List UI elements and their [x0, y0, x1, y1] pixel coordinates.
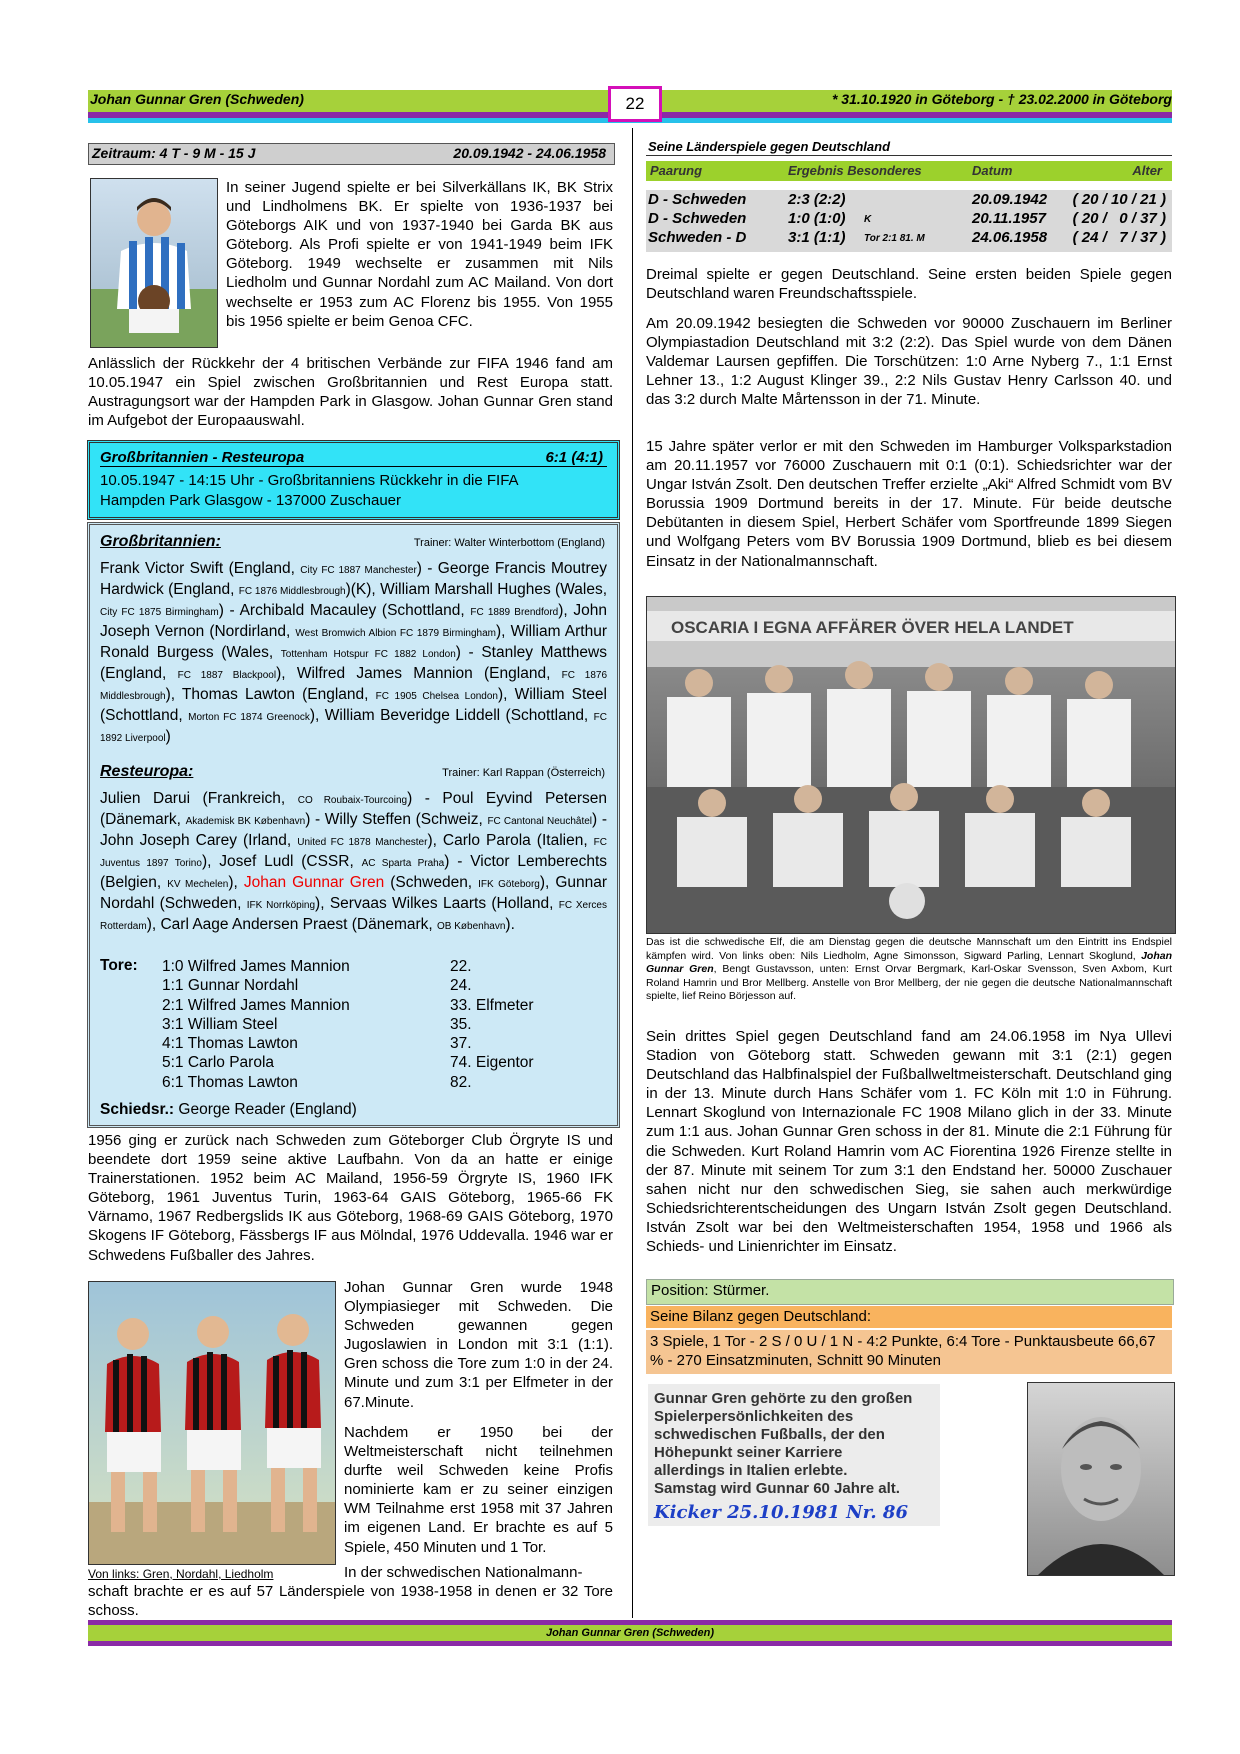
balance-box	[646, 1330, 1172, 1374]
three-players-photo	[88, 1281, 336, 1565]
period-bar	[88, 143, 615, 165]
page-number: 22	[608, 86, 662, 122]
team-photo-image	[647, 597, 1175, 933]
intro-paragraph: In seiner Jugend spielte er bei Silverkällans IK, BK Strix und Lindholmens BK. Er spielte von 1936-1937 bei Göteborgs AIK und von 1937-1940 bei Garda BK aus Göteborg. Als Profi spielte er von 1941-1949 beim IFK Göteborg. 1949 wechselte er zusammen mit Nils Liedholm und Gunnar Nordahl zum AC Mailand. Von dort wechselte er 1953 zum AC Florenz bis 1955. Von 1955 bis 1956 spielte er beim Genoa CFC.	[226, 179, 613, 330]
kicker-clipping	[648, 1384, 940, 1526]
semifinal-paragraph: Sein drittes Spiel gegen Deutschland fand am 24.06.1958 im Nya Ullevi Stadion von Göteborg statt. Schweden gewann mit 3:1 (2:1) gegen Deutschland das Halbfinalspiel der Fußballweltmeisterschaft. Deutschland ging in der 13. Minute durch Hans Schäfer vom 1. FC Köln mit 1:0 in Führung. Lennart Skoglund von Internazionale FC 1908 Milano glich in der 33. Minute zum 1:1 aus. Johan Gunnar Gren schoss in der 81. Minute die 2:1 Führung für die Schweden. Kurt Roland Hamrin vom AC Fiorentina 1926 Firenze stellte in der 87. Minute mit seinem Tor zum 3:1 den Endstand her. 50000 Zuschauer sahen nicht nur den schwedischen Sieg, sie sahen auch merkwürdige Schiedsrichterentscheidungen des Ungarn István Zsolt gegen Deutschland. István Zsolt war bei den Weltmeisterschaften 1954, 1958 und 1966 als Schieds- und Linienrichter im Einsatz.	[646, 1028, 1172, 1256]
goal-row: 2:1 Wilfred James Mannion 33. Elfmeter	[162, 996, 534, 1014]
match-1942-paragraph: Am 20.09.1942 besiegten die Schweden vor 90000 Zuschauern im Berliner Olympiastadion Deutschland mit 3:2 (2:2). Das Spiel wurde von dem Dänen Valdemar Laursen gepfiffen. Die Torschützen: 1:0 Arne Nyberg 7., 1:1 Ernst Lehner 13., 1:2 August Klinger 39., 2:2 Nils Gustav Henry Carlsson 40. und das 3:2 durch Malte Mårtensson in der 71. Minute.	[646, 315, 1172, 409]
column-divider	[632, 128, 633, 1618]
player-portrait-photo	[90, 178, 218, 348]
team-eu-players: Julien Darui (Frankreich, CO Roubaix-Tourcoing) - Poul Eyvind Petersen (Dänemark, Akademisk BK København) - Willy Steffen (Schweiz, FC Cantonal Neuchâtel) - John Joseph Carey (Irland, United FC 1878 Manchester), Carlo Parola (Italien, FC Juventus 1897 Torino), Josef Ludl (CSSR, AC Sparta Praha) - Victor Lemberechts (Belgien, KV Mechelen), Johan Gunnar Gren (Schweden, IFK Göteborg), Gunnar Nordahl (Schweden, IFK Norrköping), Servaas Wilkes Laarts (Holland, FC Xerces Rotterdam), Carl Aage Andersen Praest (Dänemark, OB København).	[100, 790, 608, 933]
kicker-line: Höhepunkt seiner Karriere	[654, 1444, 843, 1461]
footer-bar: Johan Gunnar Gren (Schweden)	[88, 1625, 1172, 1641]
team-eu-trainer: Trainer: Karl Rappan (Österreich)	[442, 767, 605, 779]
goal-row: 1:1 Gunnar Nordahl 24.	[162, 977, 472, 995]
kicker-source: Kicker 25.10.1981 Nr. 86	[654, 1502, 908, 1523]
player-portrait-image	[91, 179, 217, 347]
kicker-line: allerdings in Italien erlebte.	[654, 1462, 848, 1479]
goal-row: 5:1 Carlo Parola 74. Eigentor	[162, 1054, 534, 1072]
balance-header	[646, 1306, 1172, 1328]
olympic-paragraph: Johan Gunnar Gren wurde 1948 Olympiasieger mit Schweden. Die Schweden gewannen gegen Jugoslawien in London mit 3:1 (1:1). Gren schoss die Tore zum 1:0 in der 24. Minute und zum 3:1 per Elfmeter in der 67.Minute.	[344, 1279, 613, 1411]
team-eu-label: Resteuropa:	[100, 763, 194, 780]
balance-title: Seine Bilanz gegen Deutschland:	[650, 1308, 871, 1325]
games-table-title: Seine Länderspiele gegen Deutschland	[648, 139, 891, 154]
position-box	[646, 1279, 1174, 1305]
col-age: Alter	[1132, 163, 1162, 178]
table-row: D - Schweden 2:3 (2:2) 20.09.1942 ( 20 / 10 / 21 )	[648, 191, 1166, 208]
older-portrait-image	[1028, 1383, 1174, 1575]
games-table-rule	[646, 155, 1172, 156]
match-1957-paragraph: 15 Jahre später verlor er mit den Schweden im Hamburger Volksparkstadion am 20.11.1957 vor 76000 Zuschauern mit 0:1 (0:1). Schiedsrichter war der Ungar István Zsolt. Den deutschen Treffer erzielte „Aki“ Alfred Schmidt vom BV Borussia 1909 Dortmund bereits in der 17. Minute. Für beide deutsche Debütanten in diesem Spiel, Herbert Schäfer vom Sportfreunde 1899 Siegen und Wolfgang Peters vom BV Borussia 1909 Dortmund, blieb es bei diesem Einsatz in der Nationalmannschaft.	[646, 438, 1172, 570]
goals-label: Tore:	[100, 957, 138, 974]
footer-rule-bottom	[88, 1641, 1172, 1646]
goal-row: 6:1 Thomas Lawton 82.	[162, 1073, 472, 1091]
games-table-body	[646, 190, 1172, 252]
team-photo	[646, 596, 1176, 934]
team-photo-caption: Das ist die schwedische Elf, die am Dienstag gegen die deutsche Mannschaft um den Eintritt ins Endspiel kämpfen wird. Von links oben: Nils Liedholm, Agne Simonsson, Sigward Parling, Lennart Skoglund, Johan Gunnar Gren, Bengt Gustavsson, unten: Ernst Orvar Bergmark, Karl-Oskar Svensson, Sven Axbom, Kurt Roland Hamrin und Bror Mellberg. Anstelle von Bror Mellberg, der nie gegen die deutsche Nationalmannschaft spielte, lief Reino Börjesson auf.	[646, 936, 1173, 1002]
career-paragraph: 1956 ging er zurück nach Schweden zum Göteborger Club Örgryte IS und beendete dort 1959 seine aktive Laufbahn. Von da an hatte er einige Trainerstationen. 1952 beim AC Mailand, 1956-59 Örgryte IS, 1960 IFK Göteborg, 1961 Juventus Turin, 1963-64 GAIS Göteborg, 1965-66 FK Värnamo, 1967 Redbergslids IK aus Göteborg, 1968-69 GAIS Göteborg, 1970 Skogens IF Göteborg, Fässbergs IF aus Mölndal, 1976 Uddevalla. 1946 war er Schwedens Fußballer des Jahres.	[88, 1132, 613, 1264]
match-venue-line: Hampden Park Glasgow - 137000 Zuschauer	[100, 492, 401, 509]
position-text: Position: Stürmer.	[651, 1282, 770, 1299]
match-score: 6:1 (4:1)	[545, 449, 603, 466]
kicker-line: Gunnar Gren gehörte zu den großen	[654, 1390, 913, 1407]
three-players-image	[89, 1282, 335, 1564]
match-info-box	[87, 440, 620, 520]
table-row: Schweden - D 3:1 (1:1) Tor 2:1 81. M 24.06.1958 ( 24 / 7 / 37 )	[648, 229, 1166, 246]
goal-row: 3:1 William Steel 35.	[162, 1015, 472, 1033]
referee-line: Schiedsr.: George Reader (England)	[100, 1101, 357, 1118]
header-player-name: Johan Gunnar Gren (Schweden)	[90, 91, 304, 107]
germany-intro-paragraph: Dreimal spielte er gegen Deutschland. Seine ersten beiden Spiele gegen Deutschland waren Freundschaftsspiele.	[646, 266, 1172, 303]
period-label: Zeitraum: 4 T - 9 M - 15 J	[92, 145, 256, 161]
older-portrait-photo	[1027, 1382, 1175, 1576]
col-pairing: Paarung	[650, 163, 703, 178]
highlighted-player: Johan Gunnar Gren	[243, 874, 385, 891]
team-gb-label: Großbritannien:	[100, 533, 221, 550]
table-row: D - Schweden 1:0 (1:0) K 20.11.1957 ( 20 / 0 / 37 )	[648, 210, 1166, 227]
team-photo-banner: OSCARIA I EGNA AFFÄRER ÖVER HELA LANDET	[671, 618, 1074, 637]
period-dates: 20.09.1942 - 24.06.1958	[453, 145, 606, 161]
final-paragraph-end: schaft brachte er es auf 57 Länderspiele von 1938-1958 in denen er 32 Tore schoss.	[88, 1583, 613, 1620]
kicker-line: schwedischen Fußballs, der den	[654, 1426, 885, 1443]
world-cup-paragraph: Nachdem er 1950 bei der Weltmeisterschaft nicht teilnehmen durfte weil Schweden keine Profis nominierte kam er zu seiner einzigen WM Teilnahme erst 1958 mit 37 Jahren im eigenen Land. Er brachte es auf 5 Spiele, 450 Minuten und 1 Tor.	[344, 1424, 613, 1556]
match-date-line: 10.05.1947 - 14:15 Uhr - Großbritanniens Rückkehr in die FIFA	[100, 472, 519, 489]
team-gb-players: Frank Victor Swift (England, City FC 1887 Manchester) - George Francis Moutrey Hardwick (England, FC 1876 Middlesbrough)(K), William Marshall Hughes (Wales, City FC 1875 Birmingham) - Archibald Macauley (Schottland, FC 1889 Brendford), John Joseph Vernon (Nordirland, West Bromwich Albion FC 1879 Birmingham), William Arthur Ronald Burgess (Wales, Tottenham Hotspur FC 1882 London) - Stanley Matthews (England, FC 1887 Blackpool), Wilfred James Mannion (England, FC 1876 Middlesbrough), Thomas Lawton (England, FC 1905 Chelsea London), William Steel (Schottland, Morton FC 1874 Greenock), William Beveridge Liddell (Schottland, FC 1892 Liverpool)	[100, 560, 608, 745]
team-gb-trainer: Trainer: Walter Winterbottom (England)	[413, 537, 605, 549]
col-date: Datum	[972, 163, 1013, 178]
goal-row: 4:1 Thomas Lawton 37.	[162, 1035, 472, 1053]
kicker-line: Spielerpersönlichkeiten des	[654, 1408, 854, 1425]
lineup-box	[87, 522, 620, 1128]
final-paragraph-start: In der schwedischen Nationalmann-	[344, 1564, 583, 1581]
header-life-dates: * 31.10.1920 in Göteborg - † 23.02.2000 in Göteborg	[831, 91, 1172, 107]
intro-paragraph-2: Anlässlich der Rückkehr der 4 britischen Verbände zur FIFA 1946 fand am 10.05.1947 ein Spiel zwischen Großbritannien und Rest Europa statt. Austragungsort war der Hampden Park in Glasgow. Johan Gunnar Gren stand im Aufgebot der Europaauswahl.	[88, 355, 613, 430]
three-players-caption: Von links: Gren, Nordahl, Liedholm	[88, 1567, 274, 1581]
goals-list	[162, 957, 602, 1092]
match-title: Großbritannien - Resteuropa	[100, 449, 305, 466]
col-result: Ergebnis Besonderes	[788, 163, 922, 178]
goal-row: 1:0 Wilfred James Mannion 22.	[162, 958, 472, 975]
kicker-line: Samstag wird Gunnar 60 Jahre alt.	[654, 1480, 900, 1497]
games-table-header	[646, 161, 1172, 181]
balance-text: 3 Spiele, 1 Tor - 2 S / 0 U / 1 N - 4:2 Punkte, 6:4 Tore - Punktausbeute 66,67 % - 270 Einsatzminuten, Schnitt 90 Minuten	[650, 1333, 1156, 1369]
